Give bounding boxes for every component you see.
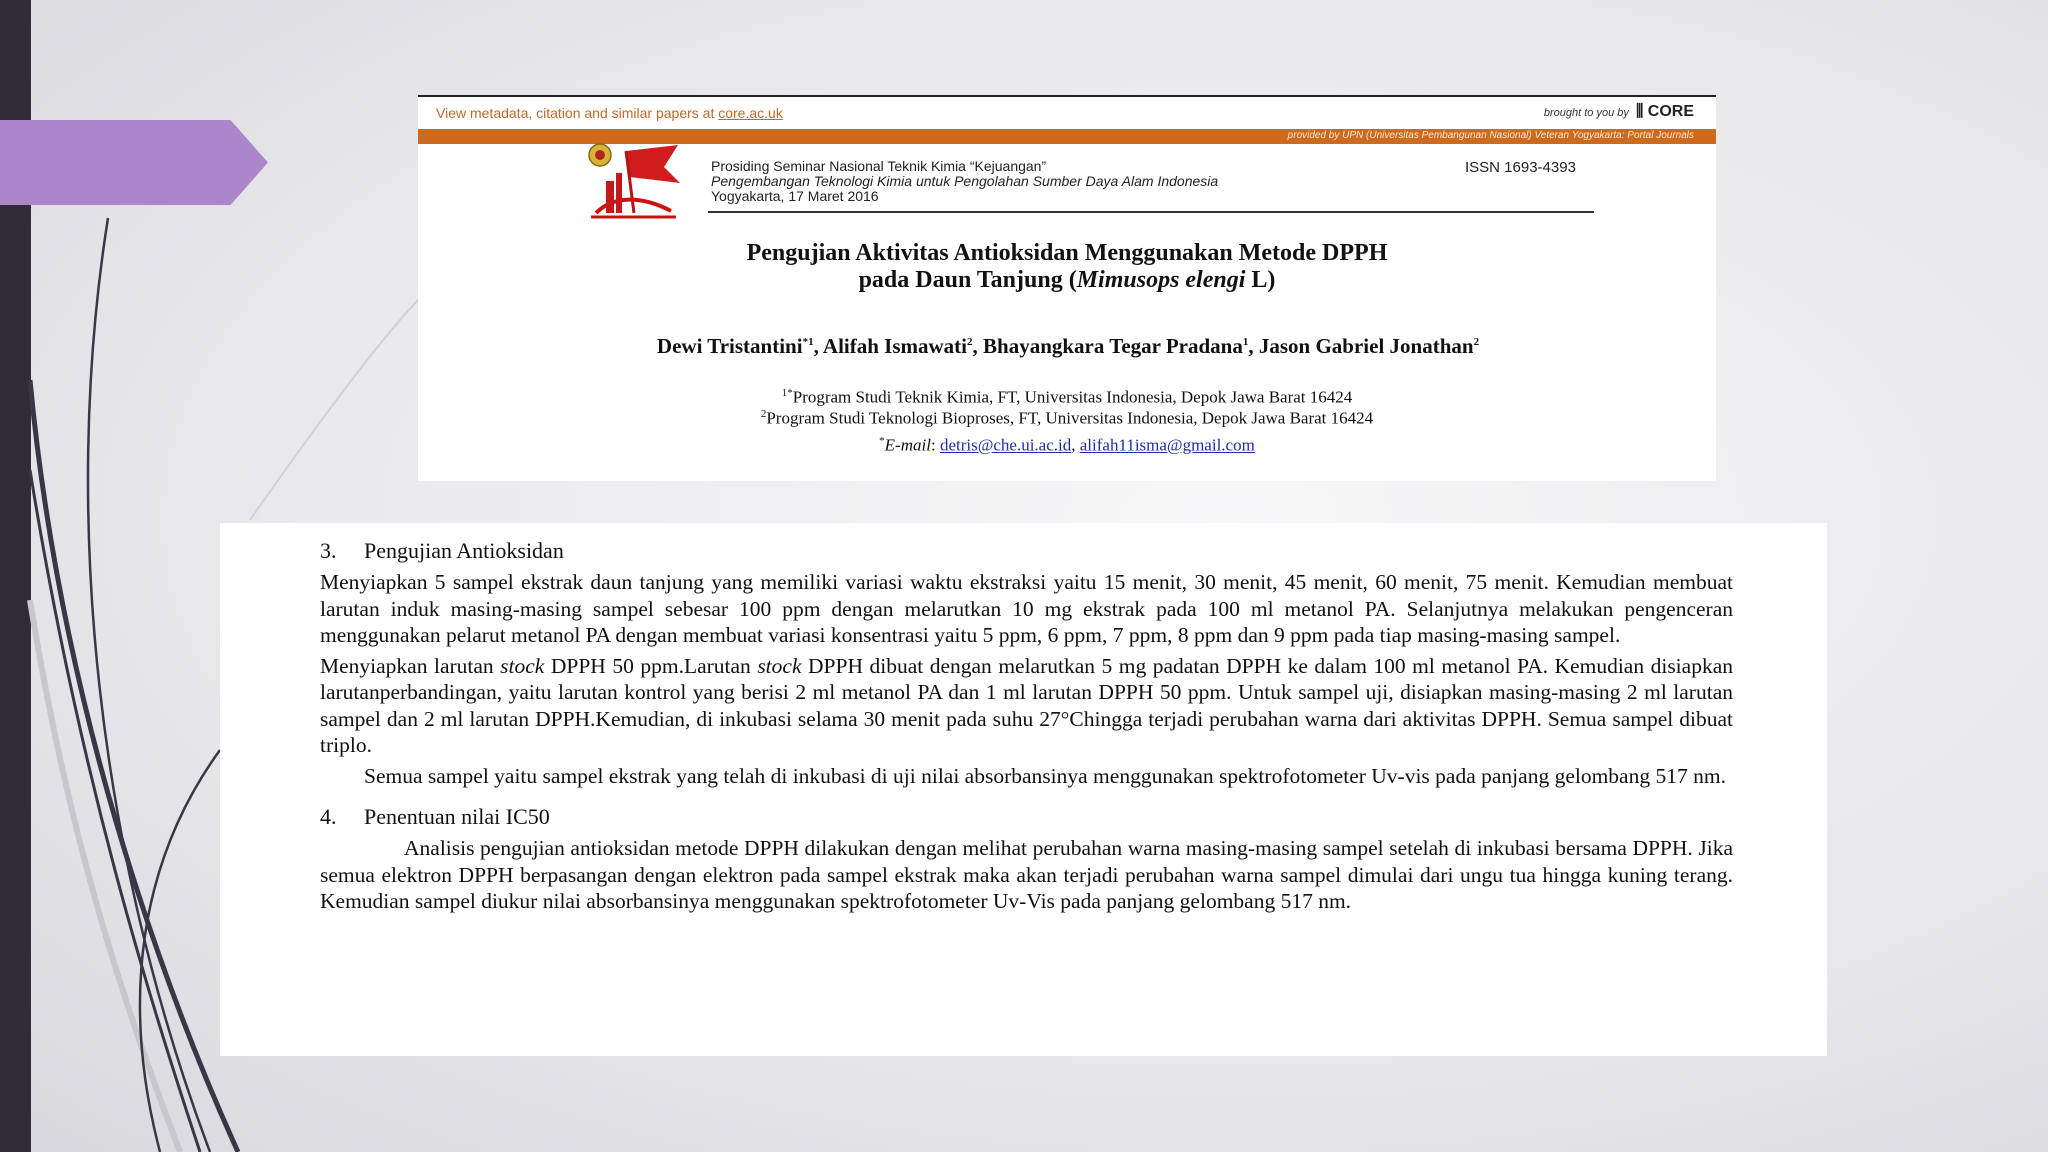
- author-name: Alifah Ismawati: [822, 334, 968, 358]
- section-3-paragraph-1: Menyiapkan 5 sampel ekstrak daun tanjung yang memiliki variasi waktu ekstraksi yaitu 15 menit, 30 menit, 45 menit, 60 menit, 75 menit. Kemudian membuat larutan induk masing-masing sampel sebesar 100 ppm dengan melarutkan 10 mg ekstrak pada 100 ml metanol PA. Selanjutnya melakukan pengenceran menggunakan pelarut metanol PA dengan membuat variasi konsentrasi yaitu 5 ppm, 6 ppm, 7 ppm, 8 ppm dan 9 ppm pada tiap masing-masing sampel.: [320, 570, 1733, 647]
- paper-title: Pengujian Aktivitas Antioksidan Menggunakan Metode DPPH pada Daun Tanjung (Mimusops elengi L): [746, 240, 1388, 293]
- section-3-paragraph-2: Menyiapkan larutan stock DPPH 50 ppm.Larutan stock DPPH dibuat dengan melarutkan 5 mg padatan DPPH ke dalam 100 ml metanol PA. Kemudian disiapkan larutanperbandingan, yaitu larutan kontrol yang berisi 2 ml metanol PA dan 1 ml larutan DPPH 50 ppm. Untuk sampel uji, disiapkan masing-masing 2 ml larutan sampel dan 2 ml larutan DPPH.Kemudian, di inkubasi selama 30 menit pada suhu 27°Chingga terjadi perubahan warna dari aktivitas DPPH. Semua sampel dibuat triplo.: [320, 653, 1733, 757]
- core-logo-icon[interactable]: ⫼ CORE: [1635, 103, 1694, 120]
- core-brought-by: brought to you by ⫼ CORE: [1543, 103, 1694, 120]
- paper-methods-panel: [220, 523, 1827, 1056]
- author-name: Jason Gabriel Jonathan: [1258, 334, 1474, 358]
- core-metadata-text: View metadata, citation and similar papers at core.ac.uk: [436, 105, 783, 121]
- affiliation-1: $^{1*}$Program Studi Teknik Kimia, FT, Universitas Indonesia, Depok Jawa Barat 16424: [781, 387, 1353, 407]
- email-link-1[interactable]: detris@che.ui.ac.id: [939, 435, 1072, 455]
- core-link[interactable]: core.ac.uk: [718, 105, 783, 121]
- issn-number: ISSN 1693-4393: [1465, 159, 1576, 176]
- proceeding-info: Prosiding Seminar Nasional Teknik Kimia “Kejuangan” Pengembangan Teknologi Kimia untuk Pengolahan Sumber Daya Alam Indonesia Yogyakarta, 17 Maret 2016: [711, 158, 1219, 204]
- email-line: *E-mail: detris@che.ui.ac.id, alifah11isma@gmail.com: [879, 435, 1255, 455]
- provided-by-strip: [418, 129, 1716, 144]
- email-link-2[interactable]: alifah11isma@gmail.com: [1079, 435, 1255, 455]
- author-name: Dewi Tristantini: [656, 334, 803, 358]
- core-banner: [418, 95, 1716, 129]
- section-4-paragraph-1: Analisis pengujian antioksidan metode DPPH dilakukan dengan melihat perubahan warna masing-masing sampel setelah di inkubasi bersama DPPH. Jika semua elektron DPPH berpasangan dengan elektron pada sampel ekstrak maka akan terjadi perubahan warna sampel dimulai dari ungu tua hingga kuning terang. Kemudian sampel diukur nilai absorbansinya menggunakan spektrofotometer Uv-Vis pada panjang gelombang 517 nm.: [320, 836, 1733, 913]
- section-3-paragraph-3: Semua sampel yaitu sampel ekstrak yang telah di inkubasi di uji nilai absorbansinya menggunakan spektrofotometer Uv-vis pada panjang gelombang 517 nm.: [364, 763, 1726, 788]
- provided-by-text: provided by UPN (Universitas Pembangunan Nasional) Veteran Yogyakarta: Portal Journals: [1287, 130, 1694, 141]
- paper-header-panel: [418, 95, 1716, 481]
- section-4-heading: 4. Penentuan nilai IC50: [320, 804, 550, 829]
- seminar-emblem-icon: [586, 143, 686, 223]
- methods-text: [320, 537, 1733, 915]
- section-3-heading: 3. Pengujian Antioksidan: [320, 538, 564, 563]
- author-name: Bhayangkara Tegar Pradana: [983, 334, 1243, 358]
- author-list: Dewi Tristantini$^{*1}$, Alifah Ismawati$^2$, Bhayangkara Tegar Pradana$^1$, Jason Gabriel Jonathan$^2$: [656, 334, 1480, 358]
- header-rule: [708, 211, 1594, 213]
- affiliation-2: $^2$Program Studi Teknologi Bioproses, FT, Universitas Indonesia, Depok Jawa Barat 16424: [760, 408, 1374, 428]
